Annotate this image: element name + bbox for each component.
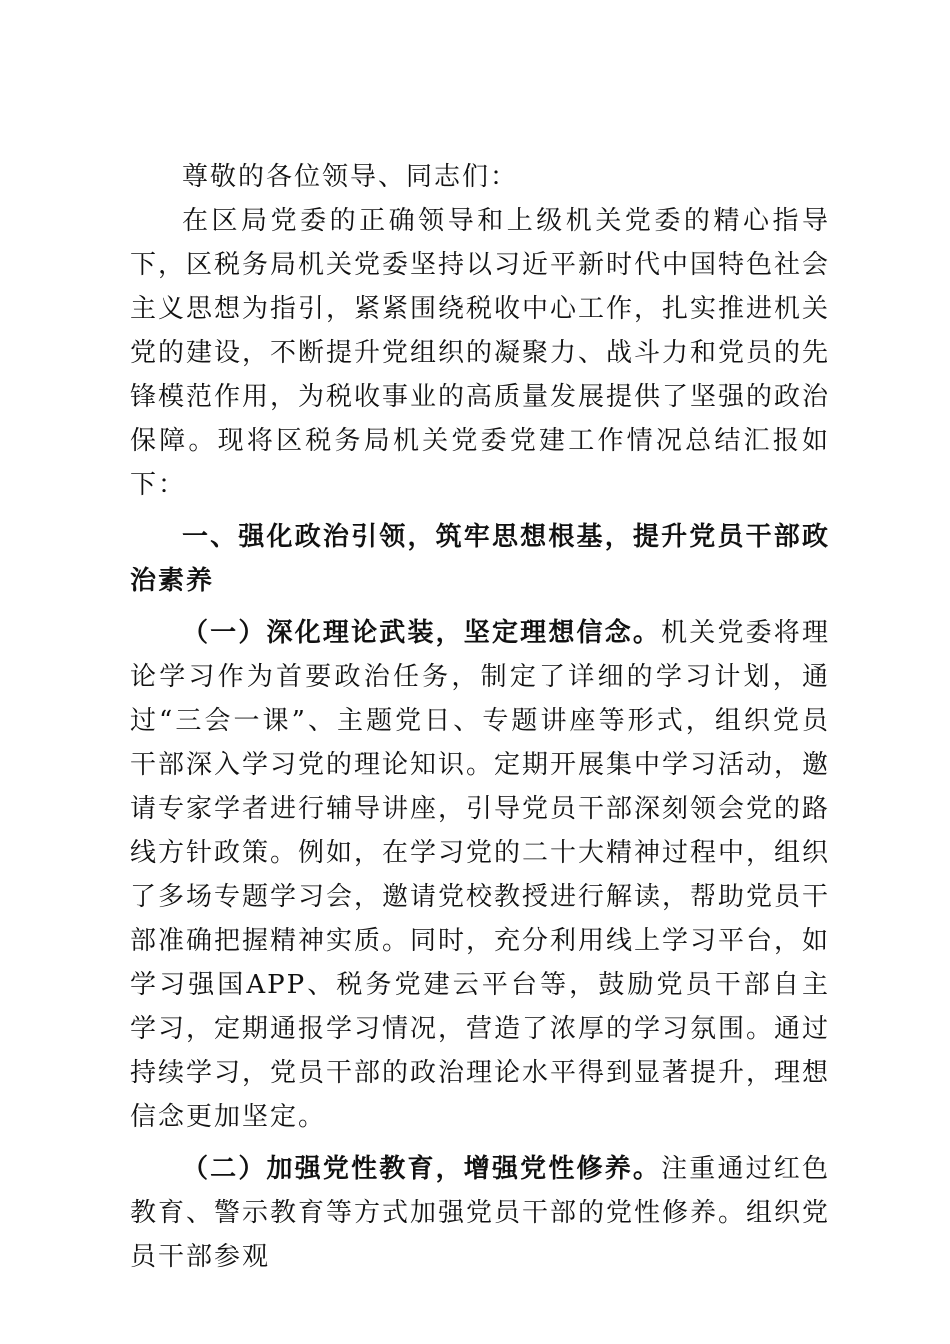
section-1-sub-2-paragraph: [130, 1147, 830, 1279]
section-1-sub-1-lead: （一）深化理论武装，坚定理想信念。: [182, 618, 662, 648]
section-1-heading: 一、强化政治引领，筑牢思想根基，提升党员干部政治素养: [130, 522, 830, 596]
intro-paragraph: 在区局党委的正确领导和上级机关党委的精心指导下，区税务局机关党委坚持以习近平新时代中国特色社会主义思想为指引，紧紧围绕税收中心工作，扎实推进机关党的建设，不断提升党组织的凝聚力、战斗力和党员的先锋模范作用，为税收事业的高质量发展提供了坚强的政治保障。现将区税务局机关党委党建工作情况总结汇报如下：: [130, 206, 831, 500]
section-1-sub-2-lead: （二）加强党性教育，增强党性修养。: [182, 1154, 662, 1184]
document-body: [130, 155, 830, 1279]
section-1-sub-1-paragraph: [130, 611, 830, 1139]
section-1-sub-2-body: 注重通过红色教育、警示教育等方式加强党员干部的党性修养。组织党员干部参观: [130, 1154, 831, 1272]
section-1-sub-1-body: 机关党委将理论学习作为首要政治任务，制定了详细的学习计划，通过“三会一课”、主题党日、专题讲座等形式，组织党员干部深入学习党的理论知识。定期开展集中学习活动，邀请专家学者进行辅导讲座，引导党员干部深刻领会党的路线方针政策。例如，在学习党的二十大精神过程中，组织了多场专题学习会，邀请党校教授进行解读，帮助党员干部准确把握精神实质。同时，充分利用线上学习平台，如学习强国APP、税务党建云平台等，鼓励党员干部自主学习，定期通报学习情况，营造了浓厚的学习氛围。通过持续学习，党员干部的政治理论水平得到显著提升，理想信念更加坚定。: [130, 618, 831, 1132]
salutation: 尊敬的各位领导、同志们：: [182, 162, 519, 192]
